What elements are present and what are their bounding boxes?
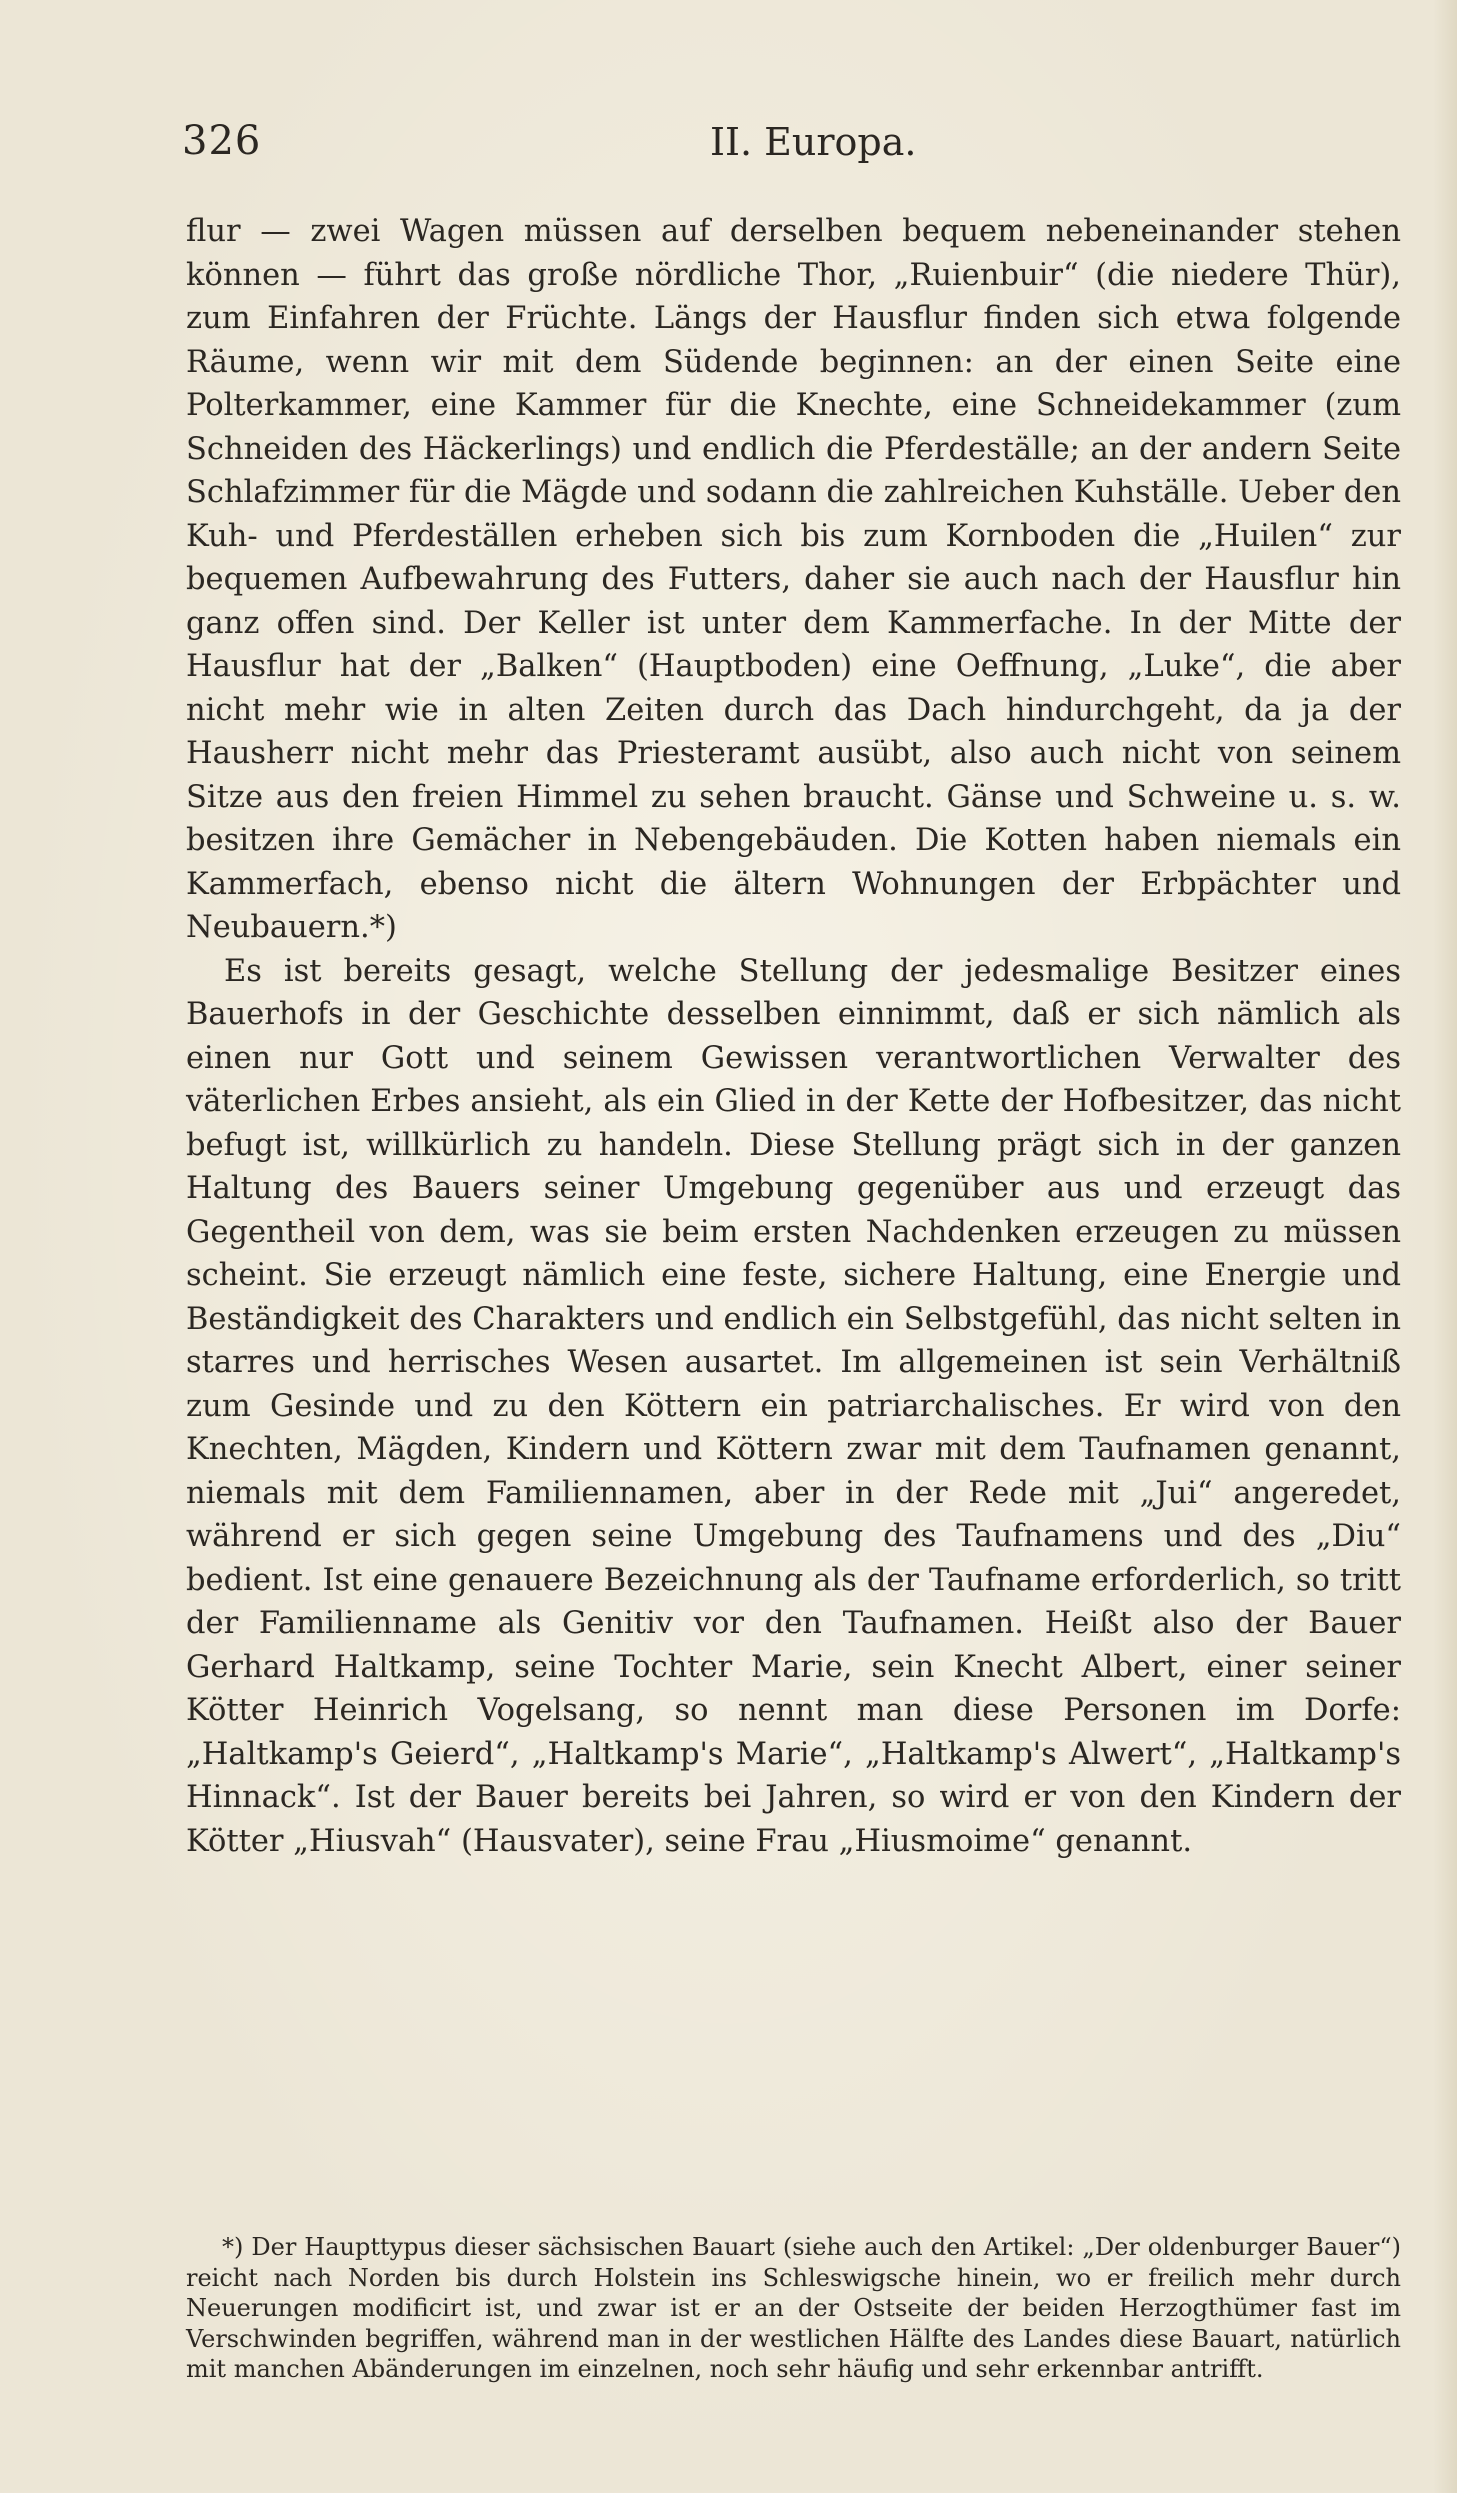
running-head: II. Europa. — [710, 120, 917, 164]
page-header — [182, 118, 1457, 174]
footnote — [186, 2232, 1401, 2385]
body-text — [186, 210, 1401, 1863]
page-number: 326 — [182, 118, 262, 164]
footnote-text: *) Der Haupttypus dieser sächsischen Bauart (siehe auch den Artikel: „Der oldenburger Bauer“) reicht nach Norden bis durch Holstein ins Schleswigsche hinein, wo er freilich mehr durch Neuerungen modificirt ist, und zwar ist er an der Ostseite der beiden Herzogthümer fast im Verschwinden begriffen, während man in der westlichen Hälfte des Landes diese Bauart, natürlich mit manchen Abänderungen im einzelnen, noch sehr häufig und sehr erkennbar antrifft. — [186, 2233, 1401, 2383]
paragraph-1: flur — zwei Wagen müssen auf derselben bequem nebeneinander stehen können — führt das große nördliche Thor, „Ruienbuir“ (die niedere Thür), zum Einfahren der Früchte. Längs der Hausflur finden sich etwa folgende Räume, wenn wir mit dem Südende beginnen: an der einen Seite eine Polterkammer, eine Kammer für die Knechte, eine Schneidekammer (zum Schneiden des Häckerlings) und endlich die Pferdeställe; an der andern Seite Schlafzimmer für die Mägde und sodann die zahlreichen Kuhställe. Ueber den Kuh- und Pferdeställen erheben sich bis zum Kornboden die „Huilen“ zur bequemen Aufbewahrung des Futters, daher sie auch nach der Hausflur hin ganz offen sind. Der Keller ist unter dem Kammerfache. In der Mitte der Hausflur hat der „Balken“ (Hauptboden) eine Oeffnung, „Luke“, die aber nicht mehr wie in alten Zeiten durch das Dach hindurchgeht, da ja der Hausherr nicht mehr das Priesteramt ausübt, also auch nicht von seinem Sitze aus den freien Himmel zu sehen braucht. Gänse und Schweine u. s. w. besitzen ihre Gemächer in Nebengebäuden. Die Kotten haben niemals ein Kammerfach, ebenso nicht die ältern Wohnungen der Erbpächter und Neubauern.*) — [186, 214, 1401, 945]
paragraph-2: Es ist bereits gesagt, welche Stellung der jedesmalige Besitzer eines Bauerhofs in der Geschichte desselben einnimmt, daß er sich nämlich als einen nur Gott und seinem Gewissen verantwortlichen Verwalter des väterlichen Erbes ansieht, als ein Glied in der Kette der Hofbesitzer, das nicht befugt ist, willkürlich zu handeln. Diese Stellung prägt sich in der ganzen Haltung des Bauers seiner Umgebung gegenüber aus und erzeugt das Gegentheil von dem, was sie beim ersten Nachdenken erzeugen zu müssen scheint. Sie erzeugt nämlich eine feste, sichere Haltung, eine Energie und Beständigkeit des Charakters und endlich ein Selbstgefühl, das nicht selten in starres und herrisches Wesen ausartet. Im allgemeinen ist sein Verhältniß zum Gesinde und zu den Köttern ein patriarchalisches. Er wird von den Knechten, Mägden, Kindern und Köttern zwar mit dem Taufnamen genannt, niemals mit dem Familiennamen, aber in der Rede mit „Jui“ angeredet, während er sich gegen seine Umgebung des Taufnamens und des „Diu“ bedient. Ist eine genauere Bezeichnung als der Taufname erforderlich, so tritt der Familienname als Genitiv vor den Taufnamen. Heißt also der Bauer Gerhard Haltkamp, seine Tochter Marie, sein Knecht Albert, einer seiner Kötter Heinrich Vogelsang, so nennt man diese Personen im Dorfe: „Haltkamp's Geierd“, „Haltkamp's Marie“, „Haltkamp's Alwert“, „Haltkamp's Hinnack“. Ist der Bauer bereits bei Jahren, so wird er von den Kindern der Kötter „Hiusvah“ (Hausvater), seine Frau „Hiusmoime“ genannt. — [186, 953, 1401, 1859]
page-edge-shadow — [1433, 0, 1457, 2493]
